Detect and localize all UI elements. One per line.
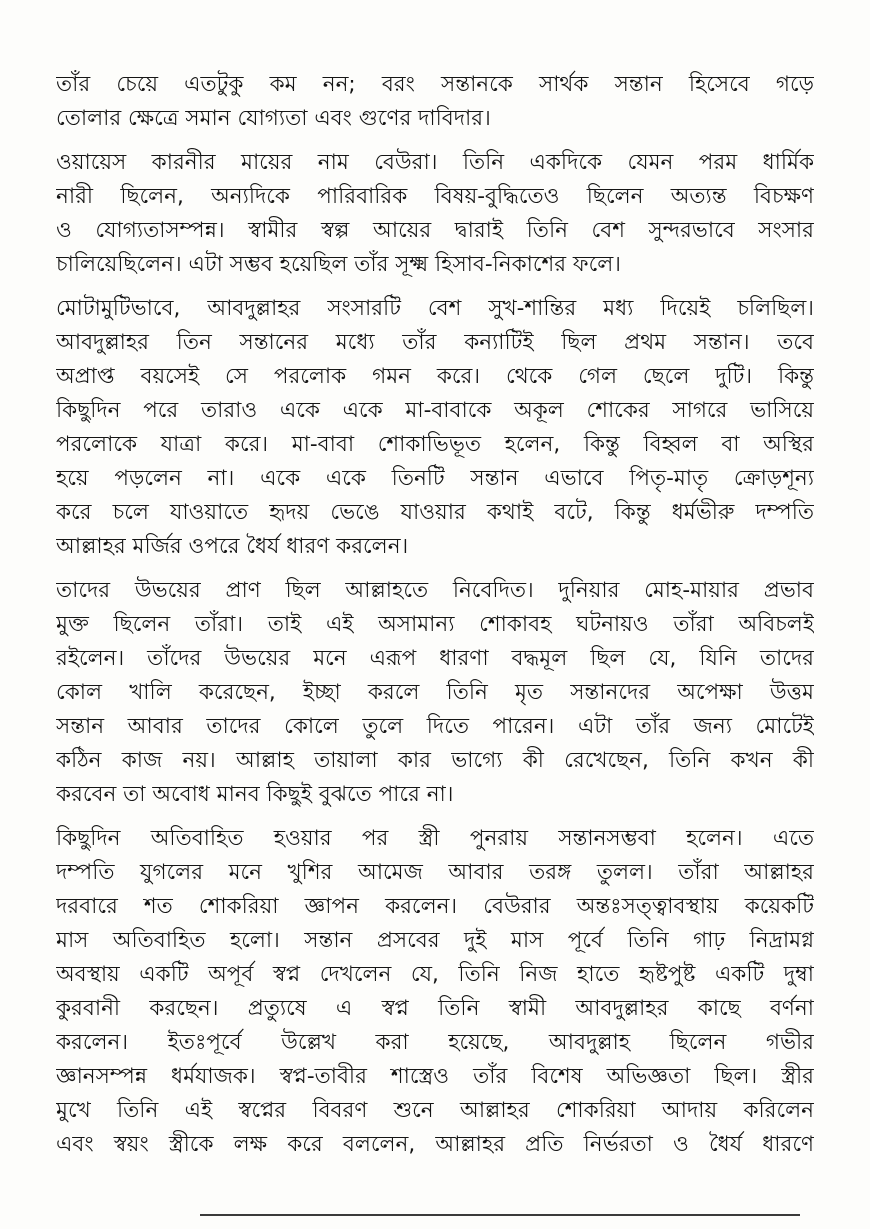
text-line: তোলার ক্ষেত্রে সমান যোগ্যতা এবং গুণের দাবিদার। (56, 106, 491, 131)
text-line: তাদের উভয়ের প্রাণ ছিল আল্লাহতে নিবেদিত। দুনিয়ার মোহ-মায়ার প্রভাব (56, 578, 814, 603)
text-line: ওয়ায়েস কারনীর মায়ের নাম বেউরা। তিনি একদিকে যেমন পরম ধার্মিক (56, 150, 814, 175)
paragraph-3 (56, 292, 814, 564)
text-line: অবস্থায় একটি অপূর্ব স্বপ্ন দেখলেন যে, তিনি নিজ হাতে হৃষ্টপুষ্ট একটি দুম্বা (56, 962, 814, 987)
text-line: তাঁর চেয়ে এতটুকু কম নন; বরং সন্তানকে সার্থক সন্তান হিসেবে গড়ে (56, 72, 814, 97)
paragraph-1 (56, 68, 814, 136)
text-line: কিছুদিন পরে তারাও একে একে মা-বাবাকে অকূল শোকের সাগরে ভাসিয়ে (56, 398, 814, 423)
bottom-divider (200, 1214, 800, 1216)
text-line: কঠিন কাজ নয়। আল্লাহ তায়ালা কার ভাগ্যে কী রেখেছেন, তিনি কখন কী (56, 748, 814, 773)
text-line: কুরবানী করছেন। প্রত্যুষে এ স্বপ্ন তিনি স্বামী আবদুল্লাহর কাছে বর্ণনা (56, 996, 814, 1021)
text-line: মোটামুটিভাবে, আবদুল্লাহর সংসারটি বেশ সুখ-শান্তির মধ্য দিয়েই চলিছিল। (56, 296, 814, 321)
text-line: আল্লাহর মর্জির ওপরে ধৈর্য ধারণ করলেন। (56, 534, 409, 559)
text-line: দম্পতি যুগলের মনে খুশির আমেজ আবার তরঙ্গ তুলল। তাঁরা আল্লাহর (56, 860, 814, 885)
text-line: মাস অতিবাহিত হলো। সন্তান প্রসবের দুই মাস পূর্বে তিনি গাঢ় নিদ্রামগ্ন (56, 928, 814, 953)
text-line: কোল খালি করেছেন, ইচ্ছা করলে তিনি মৃত সন্তানদের অপেক্ষা উত্তম (56, 680, 814, 705)
paragraph-2 (56, 146, 814, 282)
text-line: আবদুল্লাহর তিন সন্তানের মধ্যে তাঁর কন্যাটিই ছিল প্রথম সন্তান। তবে (56, 330, 814, 355)
text-line: সন্তান আবার তাদের কোলে তুলে দিতে পারেন। এটা তাঁর জন্য মোটেই (56, 714, 814, 739)
text-line: মুক্ত ছিলেন তাঁরা। তাই এই অসামান্য শোকাবহ ঘটনায়ও তাঁরা অবিচলই (56, 612, 814, 637)
text-line: ও যোগ্যতাসম্পন্ন। স্বামীর স্বল্প আয়ের দ্বারাই তিনি বেশ সুন্দরভাবে সংসার (56, 218, 814, 243)
text-line: কিছুদিন অতিবাহিত হওয়ার পর স্ত্রী পুনরায় সন্তানসম্ভবা হলেন। এতে (56, 826, 814, 851)
text-line: এবং স্বয়ং স্ত্রীকে লক্ষ করে বললেন, আল্লাহর প্রতি নির্ভরতা ও ধৈর্য ধারণে (56, 1132, 814, 1157)
text-line: হয়ে পড়লেন না। একে একে তিনটি সন্তান এভাবে পিতৃ-মাতৃ ক্রোড়শূন্য (56, 466, 814, 491)
paragraph-4 (56, 574, 814, 812)
text-line: অপ্রাপ্ত বয়সেই সে পরলোক গমন করে। থেকে গেল ছেলে দুটি। কিন্তু (56, 364, 814, 389)
paragraph-5 (56, 822, 814, 1162)
text-line: করবেন তা অবোধ মানব কিছুই বুঝতে পারে না। (56, 782, 454, 807)
text-line: জ্ঞানসম্পন্ন ধর্মযাজক। স্বপ্ন-তাবীর শাস্ত্রেও তাঁর বিশেষ অভিজ্ঞতা ছিল। স্ত্রীর (56, 1064, 814, 1089)
body-text (56, 68, 814, 1172)
text-line: করলেন। ইতঃপূর্বে উল্লেখ করা হয়েছে, আবদুল্লাহ ছিলেন গভীর (56, 1030, 814, 1055)
text-line: নারী ছিলেন, অন্যদিকে পারিবারিক বিষয়-বুদ্ধিতেও ছিলেন অত্যন্ত বিচক্ষণ (56, 184, 814, 209)
text-line: মুখে তিনি এই স্বপ্নের বিবরণ শুনে আল্লাহর শোকরিয়া আদায় করিলেন (56, 1098, 814, 1123)
text-line: চালিয়েছিলেন। এটা সম্ভব হয়েছিল তাঁর সূক্ষ্ম হিসাব-নিকাশের ফলে। (56, 252, 621, 277)
text-line: করে চলে যাওয়াতে হৃদয় ভেঙে যাওয়ার কথাই বটে, কিন্তু ধর্মভীরু দম্পতি (56, 500, 814, 525)
text-line: রইলেন। তাঁদের উভয়ের মনে এরূপ ধারণা বদ্ধমূল ছিল যে, যিনি তাদের (56, 646, 814, 671)
text-line: দরবারে শত শোকরিয়া জ্ঞাপন করলেন। বেউরার অন্তঃসত্ত্বাবস্থায় কয়েকটি (56, 894, 814, 919)
text-line: পরলোকে যাত্রা করে। মা-বাবা শোকাভিভূত হলেন, কিন্তু বিহ্বল বা অস্থির (56, 432, 814, 457)
